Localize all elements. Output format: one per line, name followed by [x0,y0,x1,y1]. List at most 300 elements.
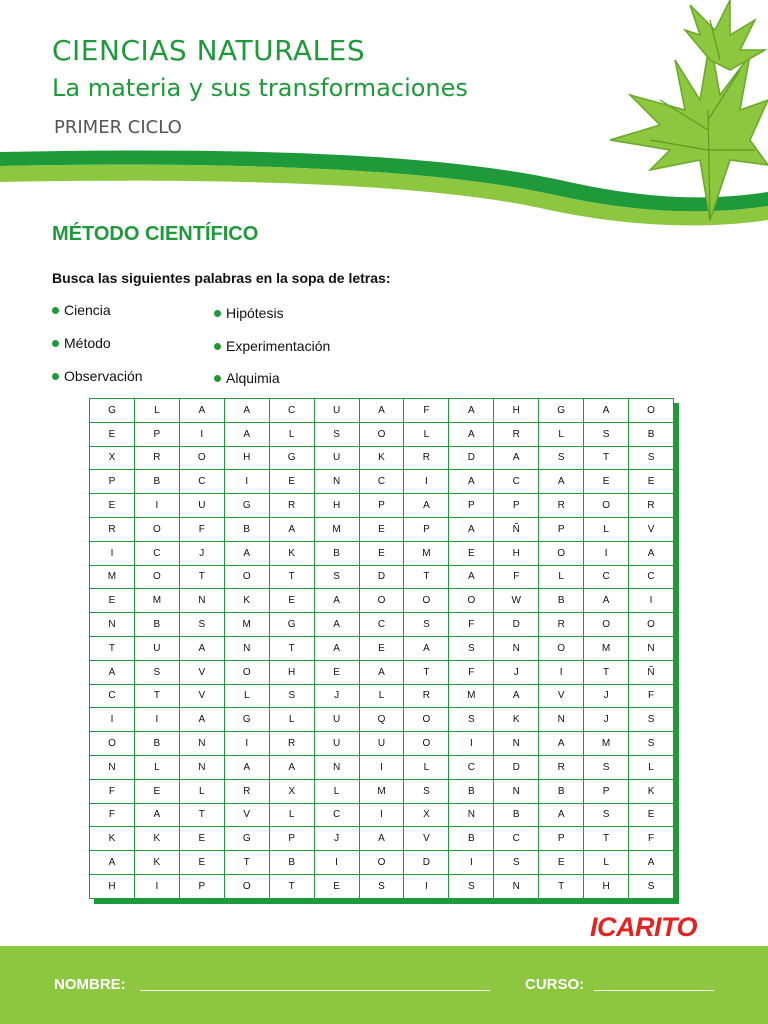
grid-cell[interactable]: R [224,779,269,803]
grid-cell[interactable]: B [224,517,269,541]
grid-cell[interactable]: P [404,517,449,541]
grid-cell[interactable]: X [404,803,449,827]
grid-cell[interactable]: T [404,565,449,589]
grid-cell[interactable]: O [539,541,584,565]
grid-cell[interactable]: C [134,541,179,565]
grid-cell[interactable]: O [224,565,269,589]
grid-cell[interactable]: P [449,494,494,518]
grid-cell[interactable]: D [404,851,449,875]
grid-cell[interactable]: A [359,827,404,851]
grid-cell[interactable]: A [224,399,269,423]
grid-cell[interactable]: A [314,636,359,660]
grid-cell[interactable]: T [584,660,629,684]
level-label: PRIMER CICLO [54,117,182,138]
grid-cell[interactable]: K [269,541,314,565]
grid-cell[interactable]: P [539,517,584,541]
grid-cell[interactable]: B [134,470,179,494]
grid-cell[interactable]: K [629,779,674,803]
grid-cell[interactable]: A [584,589,629,613]
grid-cell[interactable]: G [224,708,269,732]
grid-cell[interactable]: I [404,874,449,898]
grid-cell[interactable]: A [179,399,224,423]
grid-cell[interactable]: R [269,732,314,756]
grid-cell[interactable]: O [134,565,179,589]
grid-cell[interactable]: T [539,874,584,898]
grid-cell[interactable]: U [314,446,359,470]
grid-cell[interactable]: P [90,470,135,494]
word-search-grid [89,398,677,902]
grid-cell[interactable]: T [584,827,629,851]
grid-cell[interactable]: L [404,755,449,779]
grid-cell[interactable]: L [404,422,449,446]
grid-cell[interactable]: S [134,660,179,684]
grid-cell[interactable]: I [314,851,359,875]
grid-cell[interactable]: P [494,494,539,518]
grid-cell[interactable]: H [494,399,539,423]
grid-cell[interactable]: A [90,660,135,684]
grid-cell[interactable]: I [449,732,494,756]
grid-cell[interactable]: C [269,399,314,423]
grid-cell[interactable]: C [584,565,629,589]
grid-cell[interactable]: A [224,541,269,565]
grid-cell[interactable]: F [629,684,674,708]
grid-cell[interactable]: A [449,517,494,541]
grid-cell[interactable]: S [359,874,404,898]
grid-cell[interactable]: U [314,732,359,756]
grid-cell[interactable]: R [134,446,179,470]
grid-row [90,613,674,637]
grid-cell[interactable]: A [359,660,404,684]
bullet-icon [52,340,59,347]
grid-cell[interactable]: S [629,446,674,470]
grid-cell[interactable]: V [179,684,224,708]
grid-cell[interactable]: R [494,422,539,446]
grid-cell[interactable]: T [269,874,314,898]
grid-cell[interactable]: T [404,660,449,684]
grid-cell[interactable]: S [314,565,359,589]
grid-cell[interactable]: L [629,755,674,779]
grid-cell[interactable]: A [539,470,584,494]
grid-cell[interactable]: A [90,851,135,875]
grid-cell[interactable]: I [359,755,404,779]
grid-cell[interactable]: R [539,613,584,637]
grid-cell[interactable]: R [539,494,584,518]
grid-cell[interactable]: J [314,684,359,708]
grid-cell[interactable]: O [224,660,269,684]
grid-cell[interactable]: E [359,541,404,565]
grid-cell[interactable]: P [539,827,584,851]
grid-cell[interactable]: N [224,636,269,660]
grid-cell[interactable]: L [584,851,629,875]
grid-cell[interactable]: S [584,803,629,827]
grid-row [90,470,674,494]
grid-cell[interactable]: N [90,613,135,637]
grid-cell[interactable]: M [584,636,629,660]
grid-cell[interactable]: E [584,470,629,494]
grid-cell[interactable]: F [629,827,674,851]
grid-cell[interactable]: W [494,589,539,613]
grid-cell[interactable]: B [629,422,674,446]
grid-cell[interactable]: B [134,613,179,637]
grid-cell[interactable]: E [359,636,404,660]
grid-cell[interactable]: A [449,399,494,423]
grid-cell[interactable]: E [629,470,674,494]
grid-cell[interactable]: N [494,779,539,803]
grid-cell[interactable]: L [269,422,314,446]
grid-cell[interactable]: R [629,494,674,518]
word-label: Alquimia [226,370,280,386]
grid-cell[interactable]: H [269,660,314,684]
grid-cell[interactable]: C [629,565,674,589]
grid-cell[interactable]: L [269,708,314,732]
grid-cell[interactable]: I [90,708,135,732]
grid-cell[interactable]: K [494,708,539,732]
grid-cell[interactable]: A [359,399,404,423]
grid-cell[interactable]: X [269,779,314,803]
grid-cell[interactable]: E [90,422,135,446]
grid-cell[interactable]: O [584,494,629,518]
grid-row [90,779,674,803]
grid-cell[interactable]: E [629,803,674,827]
grid-cell[interactable]: E [269,470,314,494]
grid-cell[interactable]: N [314,470,359,494]
grid-row [90,732,674,756]
grid-cell[interactable]: A [584,399,629,423]
bullet-icon [214,375,221,382]
grid-cell[interactable]: P [179,874,224,898]
course-label: CURSO: [525,976,585,993]
course-field[interactable] [594,990,714,991]
grid-cell[interactable]: C [179,470,224,494]
grid-cell[interactable]: S [584,755,629,779]
grid-cell[interactable]: B [314,541,359,565]
grid-cell[interactable]: O [449,589,494,613]
word-label: Ciencia [64,302,111,318]
name-label: NOMBRE: [54,976,126,993]
grid-cell[interactable]: K [134,827,179,851]
grid-cell[interactable]: O [359,589,404,613]
grid-cell[interactable]: J [584,708,629,732]
grid-cell[interactable]: E [90,494,135,518]
grid-cell[interactable]: A [449,422,494,446]
grid-cell[interactable]: J [314,827,359,851]
grid-cell[interactable]: I [179,422,224,446]
grid-cell[interactable]: S [584,422,629,446]
word-label: Hipótesis [226,305,284,321]
grid-cell[interactable]: P [584,779,629,803]
grid-cell[interactable]: A [314,589,359,613]
grid-cell[interactable]: E [179,827,224,851]
grid-cell[interactable]: T [90,636,135,660]
grid-cell[interactable]: C [494,827,539,851]
grid-cell[interactable]: M [404,541,449,565]
grid-cell[interactable]: A [494,446,539,470]
grid-cell[interactable]: A [449,470,494,494]
grid-cell[interactable]: S [539,446,584,470]
grid-cell[interactable]: M [314,517,359,541]
grid-cell[interactable]: H [584,874,629,898]
grid-cell[interactable]: I [134,874,179,898]
letter-grid [89,398,674,899]
grid-cell[interactable]: P [269,827,314,851]
grid-cell[interactable]: R [269,494,314,518]
grid-cell[interactable]: L [269,803,314,827]
grid-cell[interactable]: T [584,446,629,470]
grid-cell[interactable]: A [269,517,314,541]
grid-cell[interactable]: F [449,660,494,684]
grid-cell[interactable]: U [179,494,224,518]
grid-cell[interactable]: N [179,755,224,779]
grid-cell[interactable]: U [314,399,359,423]
grid-cell[interactable]: H [224,446,269,470]
grid-row [90,827,674,851]
grid-cell[interactable]: S [494,851,539,875]
grid-cell[interactable]: A [179,708,224,732]
grid-cell[interactable]: K [224,589,269,613]
grid-cell[interactable]: V [404,827,449,851]
grid-cell[interactable]: O [359,851,404,875]
grid-cell[interactable]: H [90,874,135,898]
grid-cell[interactable]: U [359,732,404,756]
grid-cell[interactable]: F [404,399,449,423]
word-list-item [52,302,111,318]
grid-cell[interactable]: Ñ [629,660,674,684]
grid-cell[interactable]: P [134,422,179,446]
leaf-icon [590,0,768,230]
grid-cell[interactable]: M [584,732,629,756]
grid-cell[interactable]: B [539,589,584,613]
grid-cell[interactable]: S [404,613,449,637]
grid-cell[interactable]: A [404,636,449,660]
grid-cell[interactable]: A [404,494,449,518]
grid-cell[interactable]: I [449,851,494,875]
grid-cell[interactable]: B [269,851,314,875]
grid-cell[interactable]: T [179,803,224,827]
grid-cell[interactable]: S [404,779,449,803]
grid-cell[interactable]: G [539,399,584,423]
grid-cell[interactable]: X [90,446,135,470]
grid-cell[interactable]: N [629,636,674,660]
grid-row [90,565,674,589]
grid-cell[interactable]: F [90,779,135,803]
grid-cell[interactable]: B [449,779,494,803]
grid-cell[interactable]: A [179,636,224,660]
grid-cell[interactable]: F [90,803,135,827]
grid-cell[interactable]: L [134,755,179,779]
grid-cell[interactable]: L [584,517,629,541]
grid-cell[interactable]: E [359,517,404,541]
grid-cell[interactable]: E [179,851,224,875]
grid-cell[interactable]: O [629,399,674,423]
grid-cell[interactable]: E [90,589,135,613]
grid-cell[interactable]: S [629,708,674,732]
grid-cell[interactable]: S [629,874,674,898]
grid-cell[interactable]: T [179,565,224,589]
grid-cell[interactable]: S [449,636,494,660]
grid-cell[interactable]: F [449,613,494,637]
grid-cell[interactable]: D [494,755,539,779]
grid-cell[interactable]: L [314,779,359,803]
grid-cell[interactable]: D [494,613,539,637]
grid-cell[interactable]: T [269,636,314,660]
grid-cell[interactable]: L [179,779,224,803]
grid-row [90,708,674,732]
grid-cell[interactable]: H [314,494,359,518]
grid-cell[interactable]: C [359,613,404,637]
grid-cell[interactable]: G [269,613,314,637]
word-list-item [52,368,143,384]
grid-cell[interactable]: U [134,636,179,660]
grid-cell[interactable]: T [224,851,269,875]
grid-cell[interactable]: S [269,684,314,708]
grid-cell[interactable]: I [224,470,269,494]
grid-cell[interactable]: E [269,589,314,613]
grid-cell[interactable]: R [404,684,449,708]
grid-cell[interactable]: E [539,851,584,875]
grid-cell[interactable]: J [584,684,629,708]
grid-cell[interactable]: S [449,874,494,898]
grid-cell[interactable]: I [134,494,179,518]
grid-cell[interactable]: A [449,565,494,589]
grid-cell[interactable]: E [314,660,359,684]
grid-cell[interactable]: P [359,494,404,518]
grid-cell[interactable]: F [179,517,224,541]
grid-cell[interactable]: C [314,803,359,827]
name-field[interactable] [140,990,490,991]
grid-cell[interactable]: K [90,827,135,851]
grid-cell[interactable]: A [539,732,584,756]
grid-cell[interactable]: Q [359,708,404,732]
grid-cell[interactable]: F [494,565,539,589]
grid-cell[interactable]: C [494,470,539,494]
grid-cell[interactable]: O [584,613,629,637]
grid-cell[interactable]: I [134,708,179,732]
grid-cell[interactable]: N [449,803,494,827]
grid-cell[interactable]: T [269,565,314,589]
grid-cell[interactable]: V [539,684,584,708]
grid-row [90,589,674,613]
grid-cell[interactable]: S [314,422,359,446]
grid-cell[interactable]: O [134,517,179,541]
grid-cell[interactable]: E [314,874,359,898]
grid-cell[interactable]: Ñ [494,517,539,541]
grid-cell[interactable]: I [539,660,584,684]
grid-cell[interactable]: B [539,779,584,803]
grid-cell[interactable]: A [629,541,674,565]
grid-cell[interactable]: L [539,565,584,589]
grid-cell[interactable]: A [269,755,314,779]
grid-cell[interactable]: A [134,803,179,827]
grid-cell[interactable]: I [359,803,404,827]
grid-cell[interactable]: A [224,422,269,446]
grid-cell[interactable]: C [359,470,404,494]
grid-cell[interactable]: O [404,708,449,732]
grid-cell[interactable]: I [629,589,674,613]
grid-cell[interactable]: N [90,755,135,779]
grid-cell[interactable]: I [90,541,135,565]
grid-cell[interactable]: O [404,732,449,756]
grid-cell[interactable]: M [359,779,404,803]
grid-cell[interactable]: A [314,613,359,637]
grid-cell[interactable]: K [134,851,179,875]
grid-cell[interactable]: G [224,494,269,518]
grid-cell[interactable]: A [494,684,539,708]
grid-cell[interactable]: N [494,874,539,898]
grid-cell[interactable]: S [629,732,674,756]
bullet-icon [214,310,221,317]
grid-cell[interactable]: M [134,589,179,613]
grid-cell[interactable]: O [539,636,584,660]
grid-cell[interactable]: C [90,684,135,708]
grid-cell[interactable]: L [539,422,584,446]
grid-cell[interactable]: O [179,446,224,470]
grid-cell[interactable]: D [359,565,404,589]
grid-cell[interactable]: V [224,803,269,827]
grid-cell[interactable]: A [539,803,584,827]
section-title: MÉTODO CIENTÍFICO [52,223,259,245]
grid-cell[interactable]: H [494,541,539,565]
grid-cell[interactable]: D [449,446,494,470]
grid-cell[interactable]: T [134,684,179,708]
grid-cell[interactable]: B [494,803,539,827]
grid-cell[interactable]: N [494,636,539,660]
grid-cell[interactable]: S [449,708,494,732]
grid-cell[interactable]: R [404,446,449,470]
grid-cell[interactable]: G [90,399,135,423]
grid-cell[interactable]: M [90,565,135,589]
grid-cell[interactable]: R [539,755,584,779]
grid-cell[interactable]: M [449,684,494,708]
grid-cell[interactable]: N [314,755,359,779]
grid-cell[interactable]: I [584,541,629,565]
grid-cell[interactable]: S [179,613,224,637]
grid-cell[interactable]: A [224,755,269,779]
grid-cell[interactable]: I [404,470,449,494]
grid-cell[interactable]: O [224,874,269,898]
grid-cell[interactable]: L [359,684,404,708]
grid-cell[interactable]: N [539,708,584,732]
grid-cell[interactable]: N [179,732,224,756]
grid-cell[interactable]: B [134,732,179,756]
grid-cell[interactable]: R [90,517,135,541]
grid-cell[interactable]: O [90,732,135,756]
grid-cell[interactable]: U [314,708,359,732]
grid-cell[interactable]: G [269,446,314,470]
grid-cell[interactable]: N [494,732,539,756]
grid-cell[interactable]: J [494,660,539,684]
grid-cell[interactable]: C [449,755,494,779]
grid-cell[interactable]: G [224,827,269,851]
grid-cell[interactable]: O [629,613,674,637]
grid-cell[interactable]: V [179,660,224,684]
grid-cell[interactable]: B [449,827,494,851]
grid-cell[interactable]: I [224,732,269,756]
grid-row [90,636,674,660]
grid-cell[interactable]: A [629,851,674,875]
grid-cell[interactable]: E [134,779,179,803]
grid-cell[interactable]: L [224,684,269,708]
grid-cell[interactable]: L [134,399,179,423]
grid-cell[interactable]: J [179,541,224,565]
grid-cell[interactable]: O [359,422,404,446]
grid-cell[interactable]: O [404,589,449,613]
grid-cell[interactable]: V [629,517,674,541]
grid-cell[interactable]: K [359,446,404,470]
grid-cell[interactable]: N [179,589,224,613]
grid-cell[interactable]: E [449,541,494,565]
icarito-logo: ICARITO [590,912,698,942]
grid-cell[interactable]: M [224,613,269,637]
